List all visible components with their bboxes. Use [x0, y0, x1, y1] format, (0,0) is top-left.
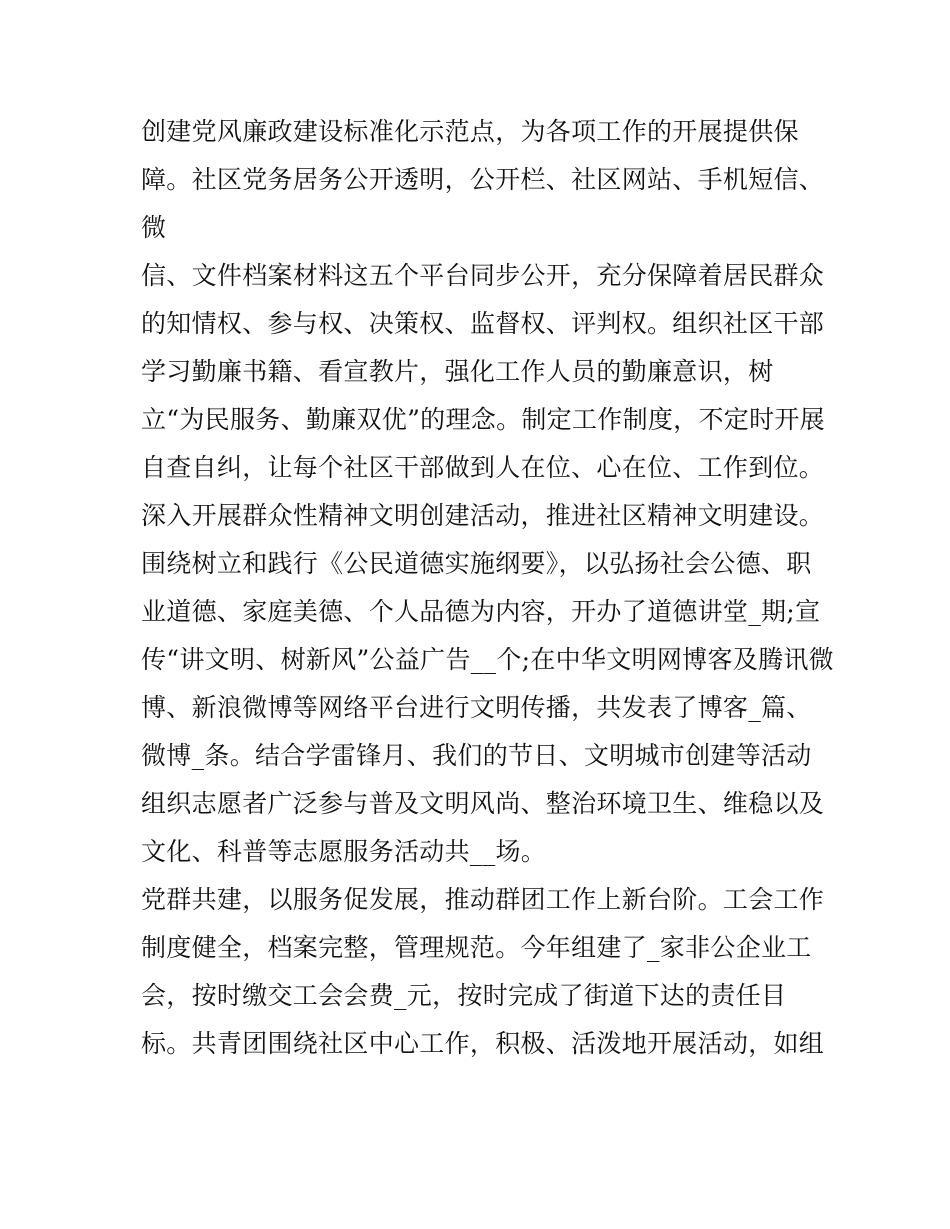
text-line: 的知情权、参与权、决策权、监督权、评判权。组织社区干部: [141, 309, 825, 338]
document-body: [141, 108, 834, 1068]
text-line: 微博_条。结合学雷锋月、我们的节日、文明城市创建等活动: [141, 741, 812, 770]
text-line: 博、新浪微博等网络平台进行文明传播，共发表了博客_篇、: [141, 693, 812, 722]
text-line: 自查自纠，让每个社区干部做到人在位、心在位、工作到位。: [141, 453, 825, 482]
text-line: 立“为民服务、勤廉双优”的理念。制定工作制度，不定时开展: [141, 405, 825, 434]
text-line: 障。社区党务居务公开透明，公开栏、社区网站、手机短信、: [141, 165, 825, 194]
text-line: 制度健全，档案完整，管理规范。今年组建了_家非公企业工: [141, 933, 812, 962]
text-line: 信、文件档案材料这五个平台同步公开，充分保障着居民群众: [141, 261, 825, 290]
text-line: 组织志愿者广泛参与普及文明风尚、整治环境卫生、维稳以及: [141, 789, 825, 818]
text-line: 围绕树立和践行《公民道德实施纲要》，以弘扬社会公德、职: [141, 549, 812, 578]
text-line: 创建党风廉政建设标准化示范点，为各项工作的开展提供保: [141, 117, 799, 146]
text-line: 传“讲文明、树新风”公益广告__个;在中华文明网博客及腾讯微: [141, 645, 834, 674]
text-line: 深入开展群众性精神文明创建活动，推进社区精神文明建设。: [141, 501, 825, 530]
text-line: 党群共建，以服务促发展，推动群团工作上新台阶。工会工作: [141, 885, 825, 914]
text-line: 业道德、家庭美德、个人品德为内容，开办了道德讲堂_期;宣: [141, 597, 821, 626]
text-line: 会，按时缴交工会会费_元，按时完成了街道下达的责任目: [141, 981, 787, 1010]
text-line: 文化、科普等志愿服务活动共__场。: [141, 837, 547, 866]
text-line: 标。共青团围绕社区中心工作，积极、活泼地开展活动，如组: [141, 1029, 825, 1058]
text-line: 微: [141, 213, 167, 242]
text-line: 学习勤廉书籍、看宣教片，强化工作人员的勤廉意识，树: [141, 357, 774, 386]
